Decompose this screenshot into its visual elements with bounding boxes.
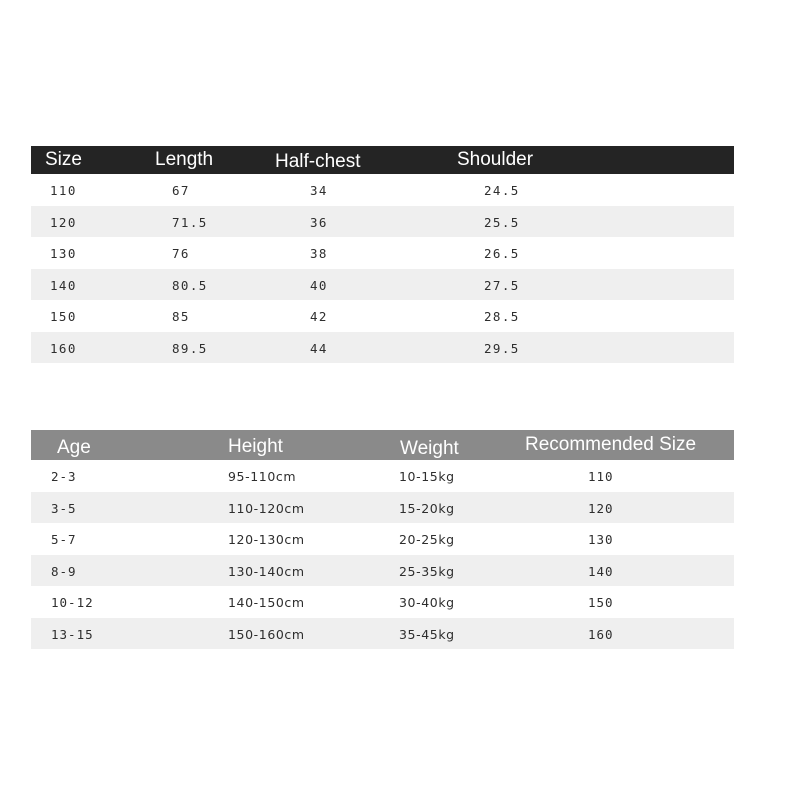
cell-height: 150-160cm xyxy=(228,626,305,642)
cell-weight: 10-15kg xyxy=(399,469,455,484)
cell-half-chest: 38 xyxy=(310,246,328,261)
cell-shoulder: 28.5 xyxy=(484,309,520,324)
header-shoulder: Shoulder xyxy=(457,149,534,170)
table-row xyxy=(31,586,734,618)
cell-half-chest: 44 xyxy=(310,340,328,356)
age-table-header xyxy=(31,430,734,460)
size-table-header xyxy=(31,146,734,174)
table-row xyxy=(31,300,734,332)
cell-age: 2-3 xyxy=(51,469,77,484)
cell-half-chest: 42 xyxy=(310,309,328,324)
cell-height: 140-150cm xyxy=(228,595,305,610)
header-size: Size xyxy=(45,149,82,170)
cell-length: 76 xyxy=(172,246,190,261)
cell-age: 3-5 xyxy=(51,500,77,516)
cell-recommended-size: 120 xyxy=(588,500,614,516)
cell-age: 5-7 xyxy=(51,532,77,547)
header-half-chest: Half-chest xyxy=(275,151,361,172)
cell-half-chest: 40 xyxy=(310,277,328,293)
cell-age: 13-15 xyxy=(51,626,94,642)
cell-recommended-size: 130 xyxy=(588,532,614,547)
cell-shoulder: 26.5 xyxy=(484,246,520,261)
cell-half-chest: 36 xyxy=(310,214,328,230)
table-row xyxy=(31,237,734,269)
cell-weight: 25-35kg xyxy=(399,563,455,579)
header-age: Age xyxy=(57,437,91,458)
cell-shoulder: 24.5 xyxy=(484,183,520,198)
garment-size-table xyxy=(31,146,734,363)
cell-size: 160 xyxy=(50,340,77,356)
header-length: Length xyxy=(155,149,214,170)
cell-shoulder: 27.5 xyxy=(484,277,520,293)
cell-size: 140 xyxy=(50,277,77,293)
header-height: Height xyxy=(228,436,283,457)
table-row xyxy=(31,555,734,587)
header-recommended-size: Recommended Size xyxy=(525,434,697,455)
cell-recommended-size: 160 xyxy=(588,626,614,642)
table-row xyxy=(31,618,734,650)
cell-length: 71.5 xyxy=(172,214,208,230)
cell-half-chest: 34 xyxy=(310,183,328,198)
cell-length: 67 xyxy=(172,183,190,198)
table-row xyxy=(31,269,734,301)
table-row xyxy=(31,492,734,524)
cell-size: 130 xyxy=(50,246,77,261)
cell-age: 10-12 xyxy=(51,595,94,610)
cell-height: 110-120cm xyxy=(228,500,305,516)
cell-length: 85 xyxy=(172,309,190,324)
table-row xyxy=(31,460,734,492)
table-row xyxy=(31,332,734,364)
cell-recommended-size: 150 xyxy=(588,595,614,610)
cell-height: 95-110cm xyxy=(228,469,297,484)
cell-recommended-size: 140 xyxy=(588,563,614,579)
cell-weight: 35-45kg xyxy=(399,626,455,642)
cell-size: 150 xyxy=(50,309,77,324)
cell-size: 110 xyxy=(50,183,77,198)
age-size-table xyxy=(31,430,734,649)
cell-weight: 15-20kg xyxy=(399,500,455,516)
header-weight: Weight xyxy=(400,438,459,459)
cell-length: 89.5 xyxy=(172,340,208,356)
table-row xyxy=(31,206,734,238)
cell-shoulder: 25.5 xyxy=(484,214,520,230)
cell-height: 130-140cm xyxy=(228,563,305,579)
cell-age: 8-9 xyxy=(51,563,77,579)
cell-height: 120-130cm xyxy=(228,532,305,547)
cell-size: 120 xyxy=(50,214,77,230)
table-row xyxy=(31,174,734,206)
cell-weight: 20-25kg xyxy=(399,532,455,547)
cell-shoulder: 29.5 xyxy=(484,340,520,356)
cell-recommended-size: 110 xyxy=(588,469,614,484)
table-row xyxy=(31,523,734,555)
cell-weight: 30-40kg xyxy=(399,595,455,610)
cell-length: 80.5 xyxy=(172,277,208,293)
